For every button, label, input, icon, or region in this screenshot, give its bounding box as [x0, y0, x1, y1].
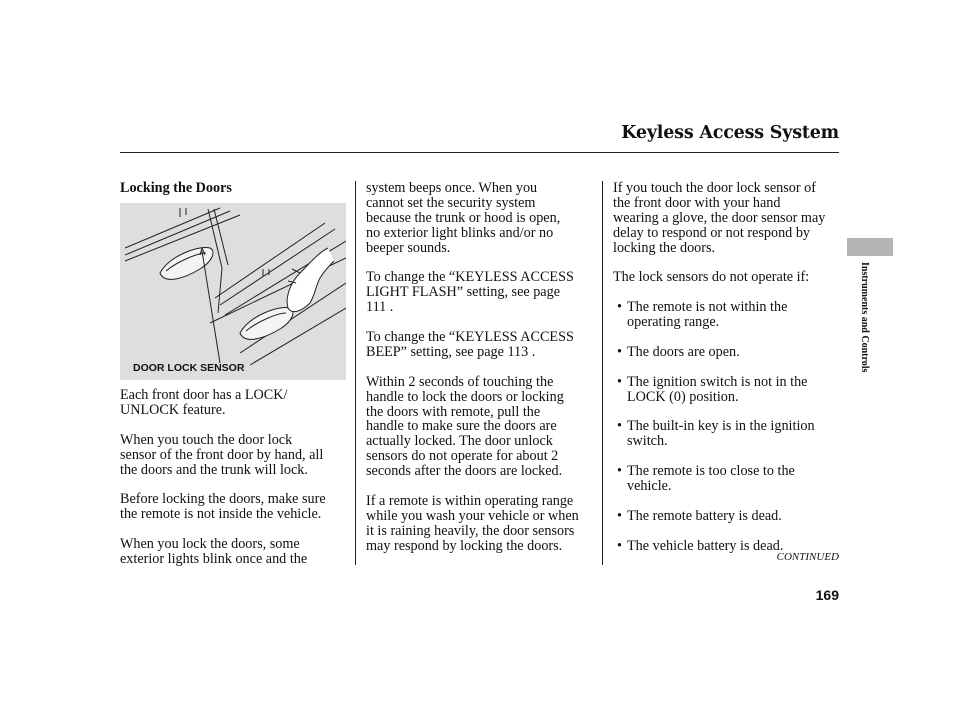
bullet-icon: •: [617, 537, 622, 554]
paragraph: system beeps once. When you cannot set the security system because the trunk or hood is open, no exterior light blinks and/or no beeper sounds.: [366, 180, 561, 256]
section-heading: Locking the Doors: [120, 180, 232, 196]
list-item-text: The remote is too close to the vehicle.: [627, 463, 795, 495]
conditions-list: [613, 300, 845, 553]
bullet-icon: •: [617, 299, 622, 316]
list-item: [613, 345, 845, 360]
list-item-text: The ignition switch is not in the LOCK (0) position.: [627, 373, 808, 405]
bullet-icon: •: [617, 418, 622, 435]
paragraph: Before locking the doors, make sure the remote is not inside the vehicle.: [120, 491, 326, 523]
list-item-text: The vehicle battery is dead.: [627, 537, 784, 554]
bullet-icon: •: [617, 343, 622, 360]
list-item: [613, 464, 845, 494]
column-1-body: [120, 388, 352, 582]
paragraph: To change the “KEYLESS ACCESS BEEP” setting, see page 113 .: [366, 329, 574, 360]
door-lock-sensor-illustration: [120, 203, 346, 380]
list-item: [613, 419, 845, 449]
list-item-text: The doors are open.: [627, 343, 740, 360]
list-item: [613, 300, 845, 330]
paragraph: When you lock the doors, some exterior lights blink once and the: [120, 536, 308, 567]
list-item-text: The built-in key is in the ignition switch.: [627, 418, 815, 450]
column-divider: [355, 181, 356, 565]
list-item-text: The remote battery is dead.: [627, 507, 782, 524]
section-tab-label: Instruments and Controls: [859, 262, 870, 373]
bullet-icon: •: [617, 507, 622, 524]
paragraph: The lock sensors do not operate if:: [613, 269, 810, 286]
header-rule: [120, 152, 839, 153]
list-item: [613, 509, 845, 524]
page-title: Keyless Access System: [621, 123, 839, 143]
bullet-icon: •: [617, 373, 622, 390]
list-item-text: The remote is not within the operating range.: [627, 299, 788, 331]
paragraph: When you touch the door lock sensor of the front door by hand, all the doors and the trunk will lock.: [120, 431, 324, 478]
paragraph: To change the “KEYLESS ACCESS LIGHT FLASH” setting, see page 111 .: [366, 269, 574, 316]
column-divider: [602, 181, 603, 565]
bullet-icon: •: [617, 463, 622, 480]
continued-note: CONTINUED: [776, 551, 839, 563]
paragraph: Within 2 seconds of touching the handle to lock the doors or locking the doors with remote, pull the handle to make sure the doors are actually locked. The door unlock sensors do not operate for about 2 seconds after the doors are locked.: [366, 373, 564, 480]
door-illustration-icon: [120, 203, 346, 380]
list-item: [613, 375, 845, 405]
paragraph: If a remote is within operating range while you wash your vehicle or when it is raining heavily, the door sensors may respond by locking the doors.: [366, 492, 579, 554]
paragraph: Each front door has a LOCK/ UNLOCK feature.: [120, 387, 288, 418]
page-number: 169: [815, 587, 839, 603]
column-1: [120, 181, 348, 202]
paragraph: If you touch the door lock sensor of the front door with your hand wearing a glove, the door sensor may delay to respond or not respond by locking the doors.: [613, 180, 826, 256]
column-2: [366, 181, 600, 568]
figure-label: DOOR LOCK SENSOR: [133, 362, 245, 374]
section-tab: [847, 238, 893, 256]
column-3: [613, 181, 845, 568]
